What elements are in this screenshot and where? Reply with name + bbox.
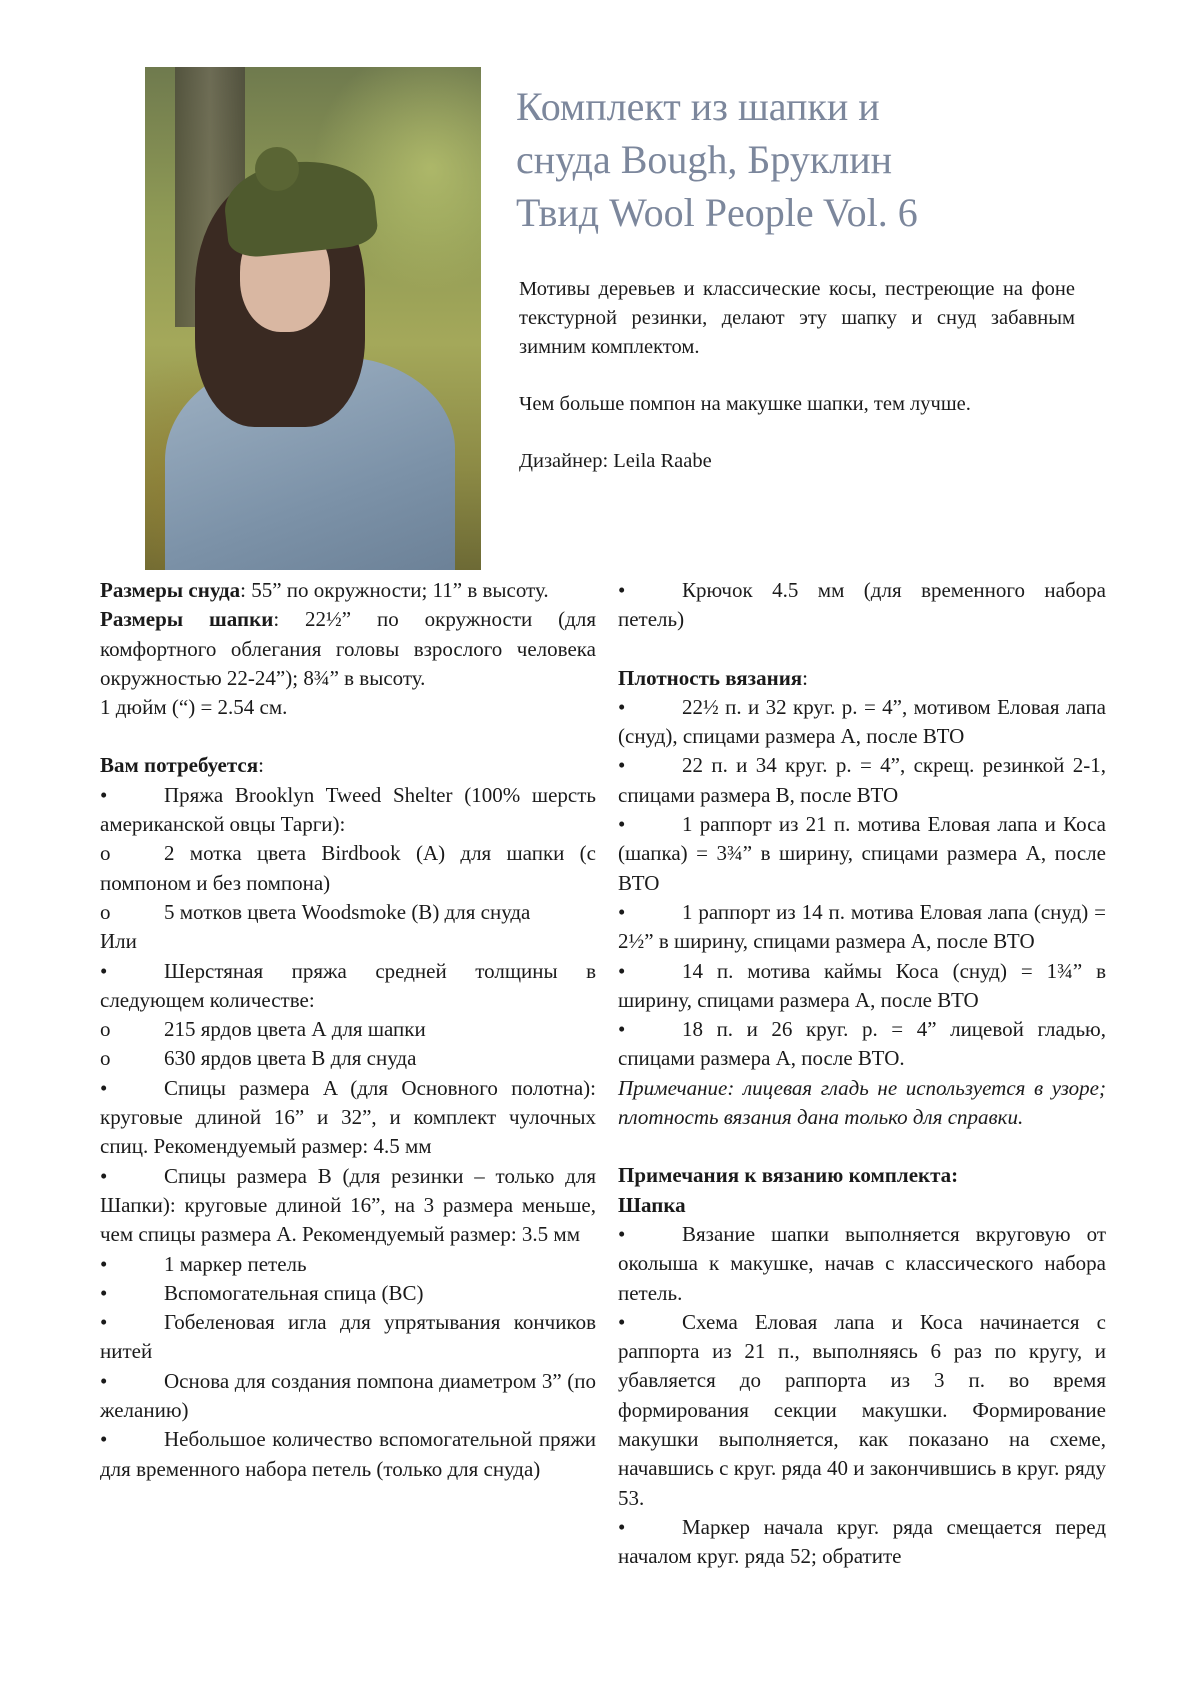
intro-paragraph-2: Чем больше помпон на макушке шапки, тем лучше. bbox=[519, 393, 971, 415]
list-item: o 630 ярдов цвета B для снуда bbox=[100, 1046, 417, 1071]
hat-size-text: : 22½” по окружности (для комфортного облегания головы взрослого человека окружностью 22-24”); 8¾” в высоту. bbox=[100, 607, 596, 690]
page-title bbox=[516, 80, 1036, 239]
inch-conversion: 1 дюйм (“) = 2.54 см. bbox=[100, 695, 288, 720]
left-column bbox=[100, 576, 596, 1484]
list-item: • Крючок 4.5 мм (для временного набора петель) bbox=[618, 578, 1106, 632]
snood-size-text: : 55” по окружности; 11” в высоту. bbox=[240, 578, 549, 602]
intro-paragraph-1: Мотивы деревьев и классические косы, пестреющие на фоне текстурной резинки, делают эту шапку и снуд забавным зимним комплектом. bbox=[519, 278, 1075, 358]
designer-credit: Дизайнер: Leila Raabe bbox=[519, 450, 712, 472]
title-line-1: Комплект из шапки и bbox=[516, 84, 880, 129]
list-item: • Пряжа Brooklyn Tweed Shelter (100% шерсть американской овцы Тарги): bbox=[100, 782, 596, 837]
snood-size bbox=[100, 576, 596, 605]
list-item: o 2 мотка цвета Birdbook (A) для шапки (с помпоном и без помпона) bbox=[100, 841, 596, 895]
list-item: • Спицы размера A (для Основного полотна): круговые длиной 16” и 32”, и комплект чулочных спиц. Рекомендуемый размер: 4.5 мм bbox=[100, 1075, 596, 1159]
list-item: • Основа для создания помпона диаметром 3” (по желанию) bbox=[100, 1368, 596, 1423]
list-item: • 1 раппорт из 14 п. мотива Еловая лапа (снуд) = 2½” в ширину, спицами размера A, после ВТО bbox=[618, 899, 1106, 954]
list-item: • 14 п. мотива каймы Коса (снуд) = 1¾” в ширину, спицами размера A, после ВТО bbox=[618, 958, 1106, 1012]
list-item: • 22½ п. и 32 круг. р. = 4”, мотивом Еловая лапа (снуд), спицами размера A, после ВТО bbox=[618, 694, 1106, 749]
hat-subheading: Шапка bbox=[618, 1192, 686, 1217]
list-item: • Небольшое количество вспомогательной пряжи для временного набора петель (только для снуда) bbox=[100, 1427, 596, 1481]
list-item: • Вязание шапки выполняется вкруговую от околыша к макушке, начав с классического набора петель. bbox=[618, 1221, 1106, 1305]
list-item: • 1 маркер петель bbox=[100, 1251, 307, 1276]
list-item: o 215 ярдов цвета А для шапки bbox=[100, 1017, 426, 1042]
list-item: • Схема Еловая лапа и Коса начинается с раппорта из 21 п., выполняясь 6 раз по кругу, и убавляется до раппорта из 3 п. во время формирования секции макушки. Формирование макушки выполняется, как показано на схеме, начавшись с круг. ряда 40 и закончившись в круг. ряду 53. bbox=[618, 1309, 1106, 1510]
list-item: • 22 п. и 34 круг. р. = 4”, скрещ. резинкой 2-1, спицами размера B, после ВТО bbox=[618, 753, 1106, 807]
materials-heading: Вам потребуется: bbox=[100, 753, 264, 778]
gauge-note: Примечание: лицевая гладь не используется в узоре; плотность вязания дана только для справки. bbox=[618, 1075, 1106, 1130]
list-item: • Маркер начала круг. ряда смещается перед началом круг. ряда 52; обратите bbox=[618, 1514, 1106, 1569]
list-item: Или bbox=[100, 929, 137, 954]
materials-heading-label: Вам потребуется bbox=[100, 753, 259, 778]
list-item: • Шерстяная пряжа средней толщины в следующем количестве: bbox=[100, 958, 596, 1012]
gauge-heading-label: Плотность вязания bbox=[618, 665, 803, 690]
gauge-heading: Плотность вязания: bbox=[618, 665, 809, 690]
list-item: • Гобеленовая игла для упрятывания кончиков нитей bbox=[100, 1310, 596, 1364]
title-line-3: Твид Wool People Vol. 6 bbox=[516, 190, 918, 235]
hat-size-label: Размеры шапки bbox=[100, 607, 274, 632]
title-line-2: снуда Bough, Бруклин bbox=[516, 137, 893, 182]
list-item: • 1 раппорт из 21 п. мотива Еловая лапа и Коса (шапка) = 3¾” в ширину, спицами размера A, после ВТО bbox=[618, 812, 1106, 895]
list-item: • Вспомогательная спица (ВС) bbox=[100, 1280, 424, 1305]
list-item: • Спицы размера B (для резинки – только для Шапки): круговые длиной 16”, на 3 размера меньше, чем спицы размера А. Рекомендуемый размер: 3.5 мм bbox=[100, 1163, 596, 1247]
hero-photo bbox=[145, 67, 481, 570]
list-item: o 5 мотков цвета Woodsmoke (B) для снуда bbox=[100, 899, 531, 924]
notes-heading: Примечания к вязанию комплекта: bbox=[618, 1163, 959, 1188]
intro-block bbox=[519, 275, 1075, 504]
right-column bbox=[618, 576, 1106, 1572]
hat-size bbox=[100, 605, 596, 693]
list-item: • 18 п. и 26 круг. р. = 4” лицевой гладью, спицами размера A, после ВТО. bbox=[618, 1017, 1106, 1071]
snood-size-label: Размеры снуда bbox=[100, 578, 241, 602]
